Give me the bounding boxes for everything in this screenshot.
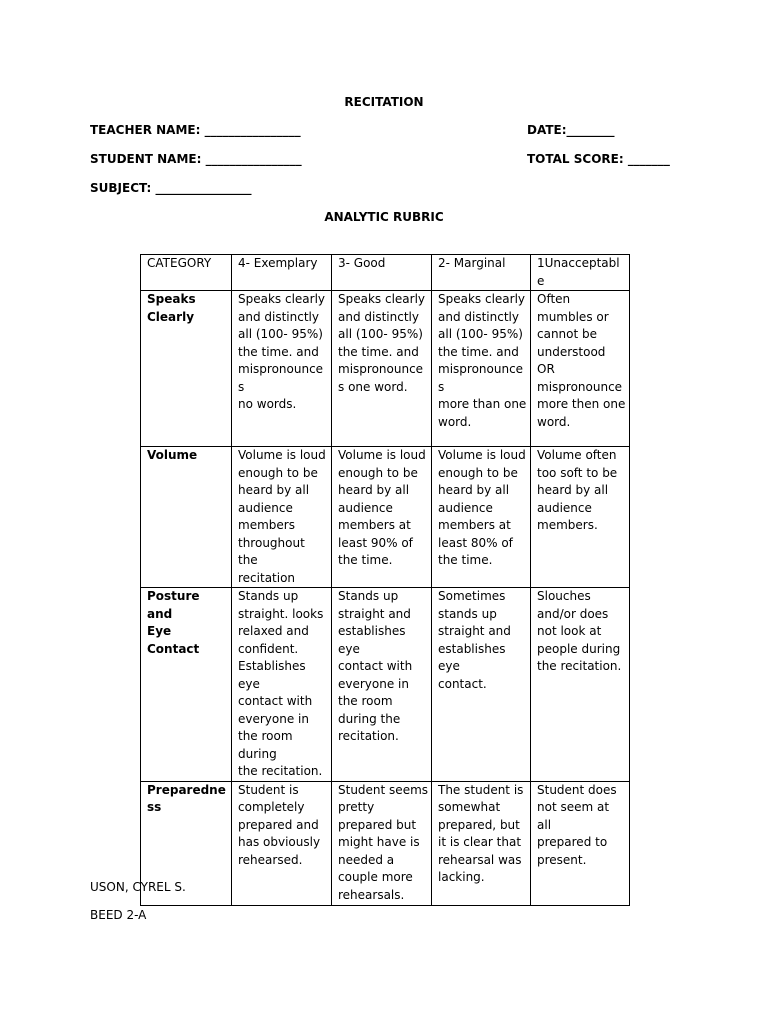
rubric-cell — [432, 588, 531, 782]
criterion-text: Sometimes stands up straight and establishes eye contact. — [438, 589, 511, 691]
category-cell — [141, 588, 232, 782]
student-name-field: STUDENT NAME: ________________ — [90, 152, 302, 166]
rubric-cell — [531, 447, 630, 588]
category-cell — [141, 291, 232, 447]
rubric-cell — [332, 588, 432, 782]
category-label: Speaks Clearly — [147, 292, 196, 324]
header-marginal: 2- Marginal — [432, 255, 531, 291]
header-unacceptable: 1Unacceptable — [531, 255, 630, 291]
rubric-row-posture-eye-contact — [141, 588, 630, 782]
author-section: BEED 2-A — [90, 908, 147, 922]
criterion-text: Speaks clearly and distinctly all (100- 95%) the time. and mispronounce s one word. — [338, 292, 426, 394]
criterion-text: Volume is loud enough to be heard by all audience members at least 80% of the time. — [438, 448, 526, 567]
teacher-name-field: TEACHER NAME: ________________ — [90, 123, 301, 137]
criterion-text: Stands up straight. looks relaxed and confident. Establishes eye contact with everyone in the room during the recitation. — [238, 589, 324, 778]
criterion-text: The student is somewhat prepared, but it is clear that rehearsal was lacking. — [438, 782, 524, 884]
header-exemplary: 4- Exemplary — [232, 255, 332, 291]
rubric-cell — [232, 447, 332, 588]
criterion-text: Volume is loud enough to be heard by all audience members throughout the recitation — [238, 448, 326, 585]
category-cell — [141, 447, 232, 588]
rubric-cell — [232, 781, 332, 905]
author-name: USON, CYREL S. — [90, 880, 186, 894]
category-label: Preparedness — [147, 782, 226, 814]
rubric-cell — [232, 291, 332, 447]
date-field: DATE:________ — [527, 123, 615, 137]
rubric-table — [140, 254, 630, 906]
criterion-text: Slouches and/or does not look at people during the recitation. — [537, 589, 622, 673]
rubric-cell — [332, 291, 432, 447]
subject-field: SUBJECT: ________________ — [90, 181, 252, 195]
criterion-text: Volume is loud enough to be heard by all audience members at least 90% of the time. — [338, 448, 426, 567]
rubric-cell — [432, 447, 531, 588]
criterion-text: Student seems pretty prepared but might have is needed a couple more rehearsals. — [338, 782, 429, 902]
criterion-text: Stands up straight and establishes eye contact with everyone in the room during the recitation. — [338, 589, 413, 743]
total-score-field: TOTAL SCORE: _______ — [527, 152, 670, 166]
rubric-cell — [332, 447, 432, 588]
rubric-cell — [232, 588, 332, 782]
rubric-header-row — [141, 255, 630, 291]
header-category: CATEGORY — [141, 255, 232, 291]
criterion-text: Volume often too soft to be heard by all audience members. — [537, 448, 618, 532]
rubric-row-preparedness — [141, 781, 630, 905]
category-label: Volume — [147, 448, 198, 462]
rubric-title: ANALYTIC RUBRIC — [324, 210, 444, 224]
criterion-text: Often mumbles or cannot be understood OR mispronounce more then one word. — [537, 292, 626, 429]
rubric-row-speaks-clearly — [141, 291, 630, 447]
rubric-cell — [531, 781, 630, 905]
rubric-cell — [531, 291, 630, 447]
criterion-text: Student is completely prepared and has obviously rehearsed. — [238, 782, 321, 867]
page-title: RECITATION — [344, 95, 424, 109]
rubric-cell — [432, 781, 531, 905]
criterion-text: Speaks clearly and distinctly all (100- 95%) the time. and mispronounces no words. — [238, 292, 326, 411]
rubric-cell — [432, 291, 531, 447]
criterion-text: Speaks clearly and distinctly all (100- 95%) the time. and mispronounces more than one word. — [438, 292, 527, 429]
category-label: Posture and Eye Contact — [147, 589, 200, 656]
criterion-text: Student does not seem at all prepared to present. — [537, 782, 617, 867]
rubric-row-volume — [141, 447, 630, 588]
header-good: 3- Good — [332, 255, 432, 291]
rubric-cell — [332, 781, 432, 905]
rubric-cell — [531, 588, 630, 782]
